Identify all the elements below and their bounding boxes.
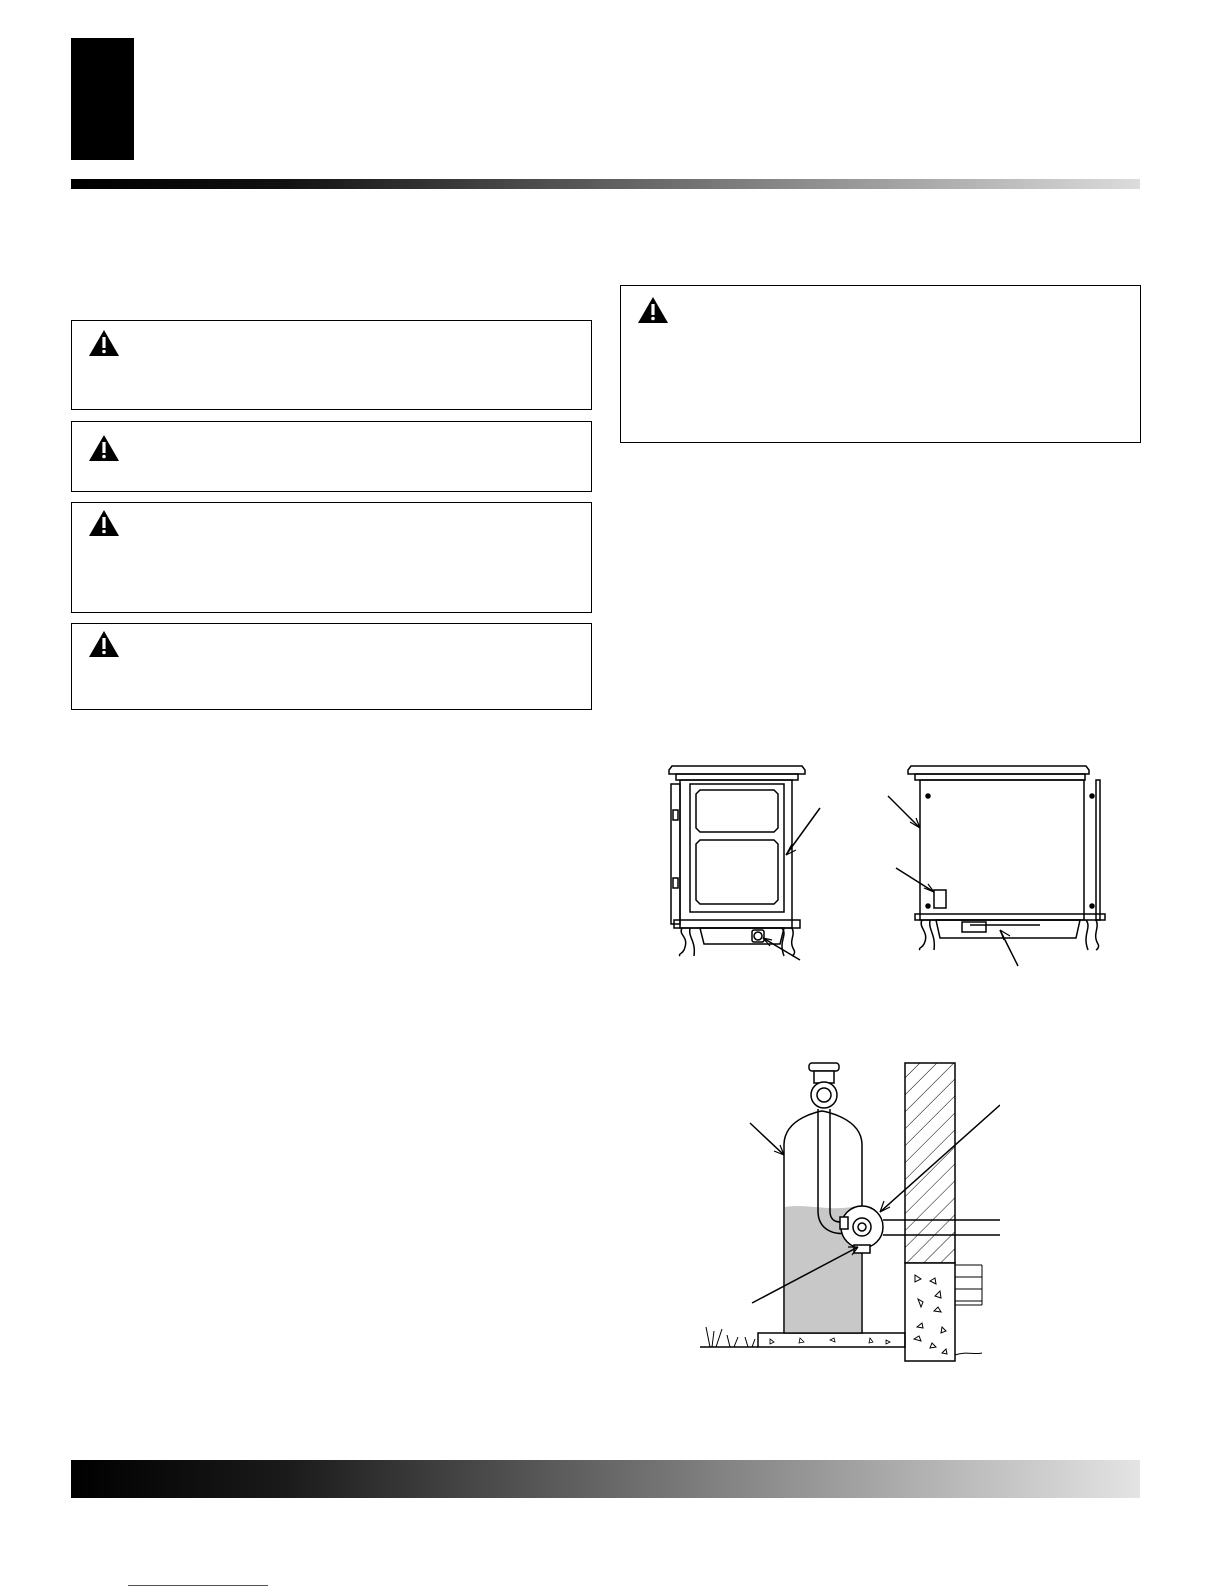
warning-box-1 bbox=[71, 320, 592, 410]
warning-box-2 bbox=[71, 421, 592, 492]
section-tab-block bbox=[71, 38, 134, 160]
warning-box-3 bbox=[71, 502, 592, 613]
warning-triangle-icon bbox=[637, 296, 669, 324]
foundation bbox=[905, 1263, 955, 1361]
warning-box-right bbox=[620, 285, 1141, 443]
concrete-pad bbox=[758, 1333, 905, 1347]
warning-box-4 bbox=[71, 623, 592, 710]
heater-views-figure bbox=[660, 760, 1150, 970]
header-rule bbox=[71, 179, 1140, 189]
warning-triangle-icon bbox=[88, 509, 120, 537]
warning-triangle-icon bbox=[88, 630, 120, 658]
heater-front-view bbox=[669, 766, 820, 960]
house-wall bbox=[905, 1063, 955, 1263]
tank-regulator-figure bbox=[690, 1055, 1000, 1365]
warning-triangle-icon bbox=[88, 434, 120, 462]
heater-rear-view bbox=[888, 766, 1105, 966]
footer-bar bbox=[71, 1460, 1140, 1498]
footer-link-underline[interactable] bbox=[128, 1573, 268, 1586]
warning-triangle-icon bbox=[88, 329, 120, 357]
